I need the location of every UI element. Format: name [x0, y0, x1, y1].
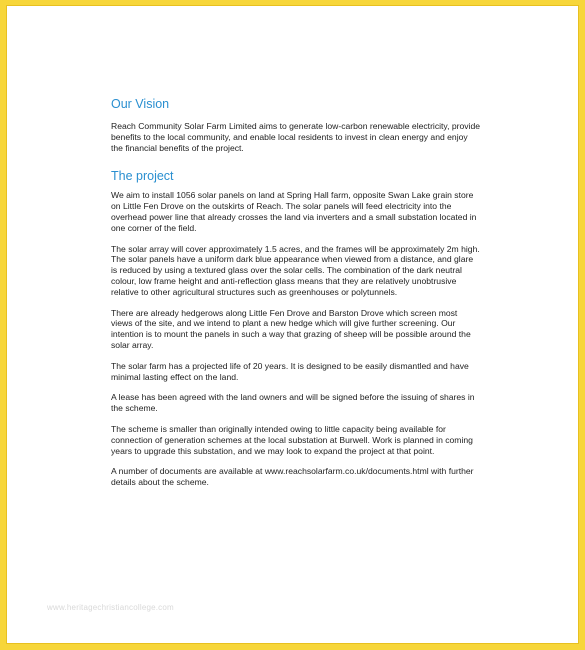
vision-paragraph: Reach Community Solar Farm Limited aims to generate low-carbon renewable electricity, provide benefits to the local community, and enable local residents to invest in clean energy and enjoy the financial benefits of the project.	[111, 121, 481, 153]
project-heading: The project	[111, 169, 174, 184]
document-content	[111, 96, 481, 498]
vision-heading: Our Vision	[111, 97, 170, 111]
project-paragraph-lease: A lease has been agreed with the land owners and will be signed before the issuing of shares in the scheme.	[111, 392, 475, 414]
project-paragraph-hedgerows: There are already hedgerows along Little Fen Drove and Barston Drove which screen most views of the site, and we intend to plant a new hedge which will give further screening. Our intention is to mount the panels in such a way that grazing of sheep will be possible around the solar array.	[111, 307, 471, 350]
project-paragraph-scheme-size: The scheme is smaller than originally intended owing to little capacity being available for connection of generation schemes at the local substation at Burwell. Work is planned in coming years to upgrade this substation, and we may look to expand the project at that point.	[111, 423, 473, 456]
project-paragraph-lifetime: The solar farm has a projected life of 20 years. It is designed to be easily dismantled and have minimal lasting effect on the land.	[111, 360, 469, 382]
document-page	[6, 5, 579, 644]
watermark-text: www.heritagechristiancollege.com	[47, 603, 174, 612]
project-paragraph-install: We aim to install 1056 solar panels on land at Spring Hall farm, opposite Swan Lake grain store on Little Fen Drove on the outskirts of Reach. The solar panels will feed electricity into the overhead power line that already crosses the land via inverters and a small substation located in one corner of the field.	[111, 190, 477, 233]
project-paragraph-documents: A number of documents are available at www.reachsolarfarm.co.uk/documents.html with further details about the scheme.	[111, 466, 474, 488]
project-paragraph-array: The solar array will cover approximately 1.5 acres, and the frames will be approximately 2m high. The solar panels have a uniform dark blue appearance when viewed from a distance, and glare is reduced by using a textured glass over the solar cells. The combination of the dark neutral colour, low frame height and anti-reflection glass means that they are relatively unobtrusive relative to other agricultural structures such as greenhouses or polytunnels.	[111, 243, 480, 297]
